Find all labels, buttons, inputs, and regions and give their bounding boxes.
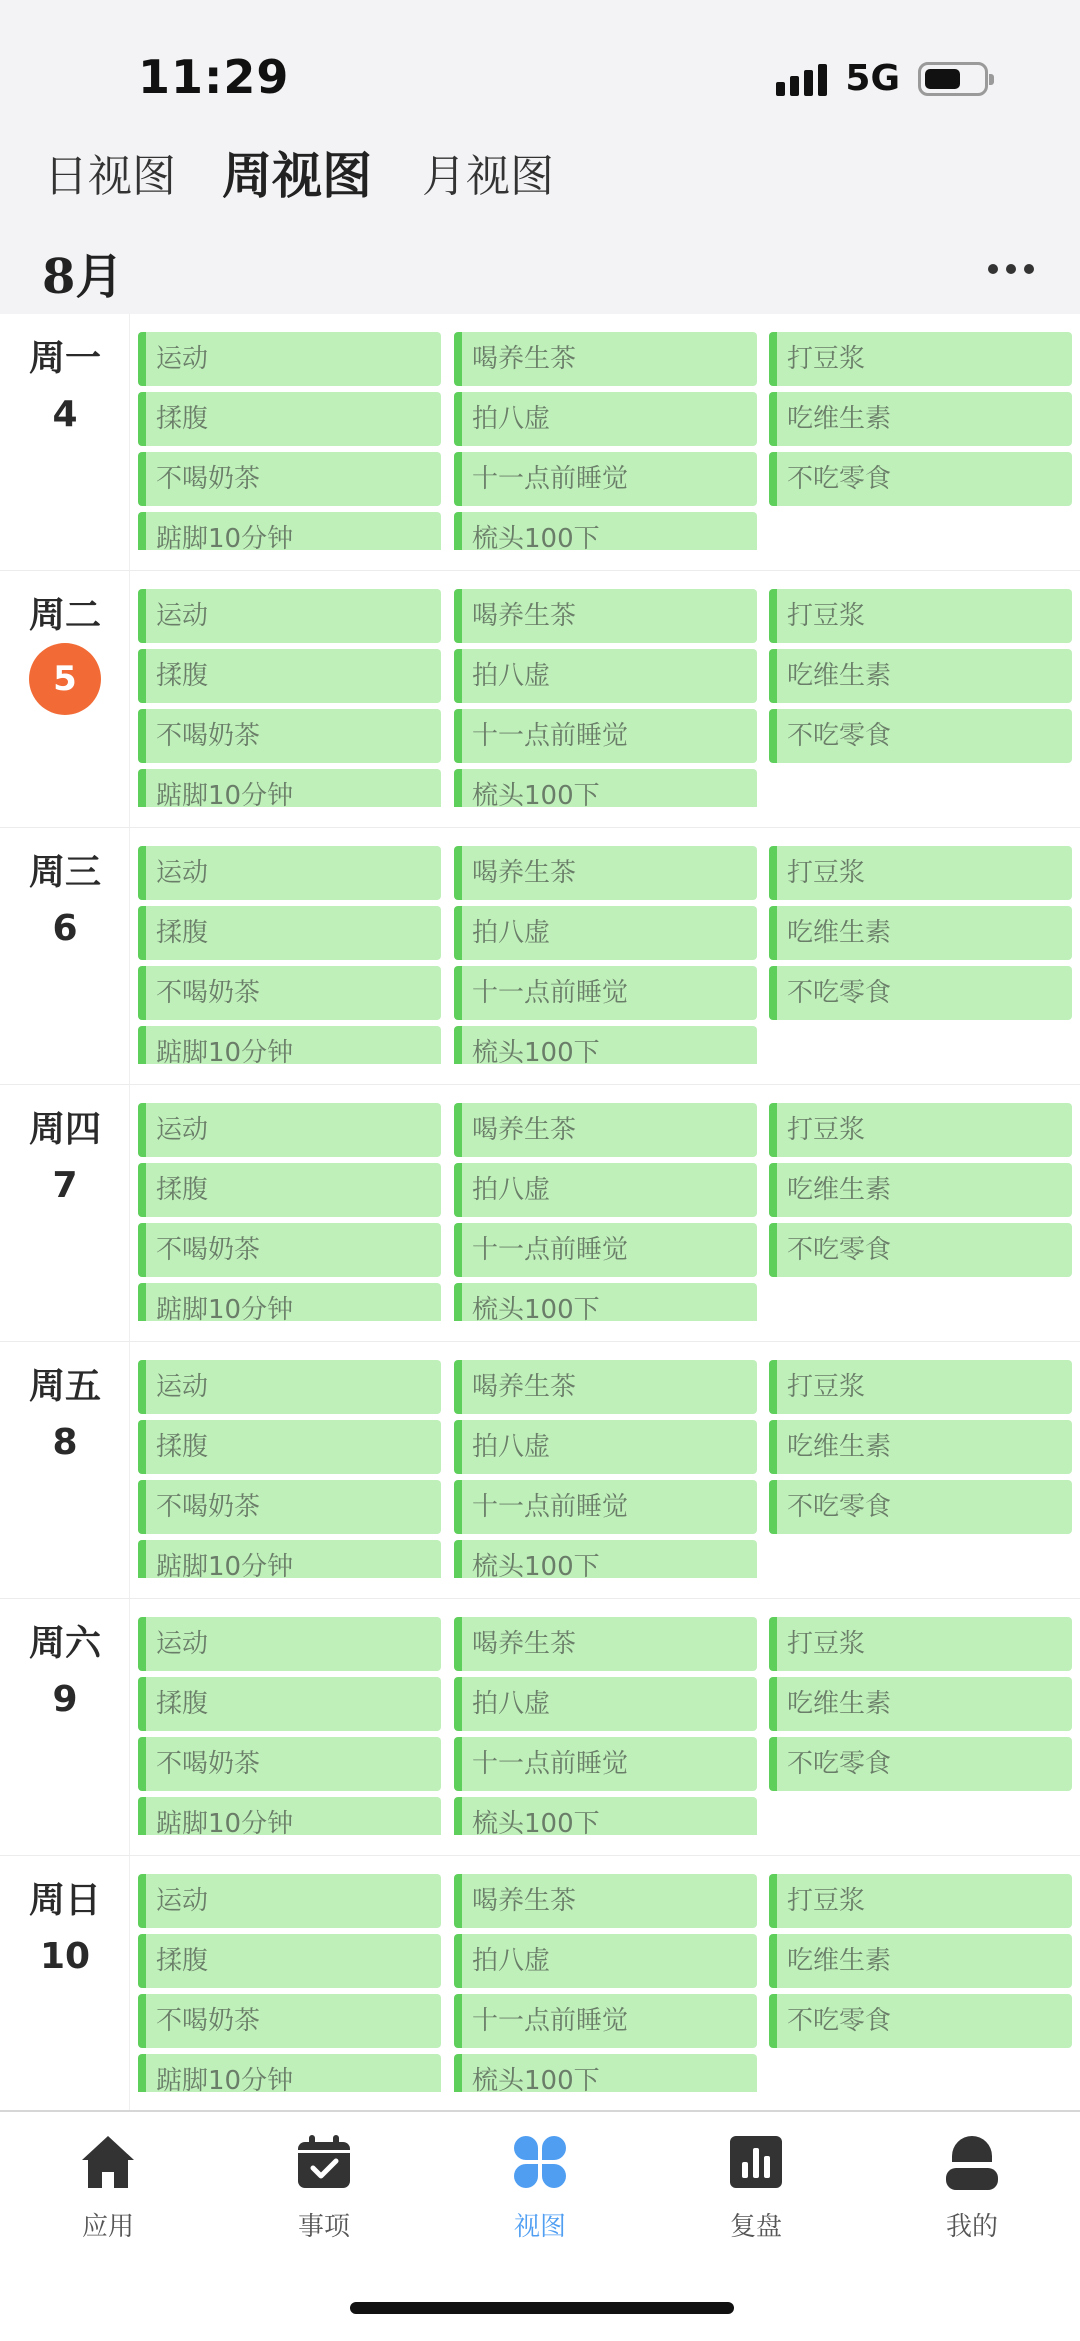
network-type: 5G — [845, 58, 900, 99]
task-item[interactable]: 不喝奶茶 — [138, 709, 441, 763]
task-item[interactable]: 吃维生素 — [769, 392, 1072, 446]
task-item[interactable]: 梳头100下 — [454, 2054, 757, 2092]
day-row — [0, 1342, 1080, 1599]
view-tabs — [0, 130, 1080, 230]
day-row — [0, 1085, 1080, 1342]
tab-review[interactable] — [686, 2132, 826, 2243]
day-row — [0, 828, 1080, 1085]
task-item[interactable]: 揉腹 — [138, 1420, 441, 1474]
day-header[interactable] — [0, 1085, 130, 1341]
task-item[interactable]: 拍八虚 — [454, 649, 757, 703]
task-item[interactable]: 拍八虚 — [454, 1420, 757, 1474]
signal-icon — [776, 62, 827, 96]
task-item[interactable]: 十一点前睡觉 — [454, 452, 757, 506]
task-item[interactable]: 梳头100下 — [454, 1797, 757, 1835]
day-name: 周三 — [28, 852, 101, 893]
status-time: 11:29 — [138, 50, 290, 104]
bar-chart-icon — [726, 2132, 786, 2192]
task-item[interactable]: 运动 — [138, 1360, 441, 1414]
task-item[interactable]: 不吃零食 — [769, 452, 1072, 506]
task-item[interactable]: 踮脚10分钟 — [138, 1540, 441, 1578]
task-item[interactable]: 不吃零食 — [769, 1480, 1072, 1534]
tab-apps-label: 应用 — [81, 2212, 134, 2242]
task-item[interactable]: 不喝奶茶 — [138, 1737, 441, 1791]
task-item[interactable]: 梳头100下 — [454, 1540, 757, 1578]
task-item[interactable]: 不吃零食 — [769, 1994, 1072, 2048]
task-item[interactable]: 吃维生素 — [769, 649, 1072, 703]
tab-view[interactable] — [470, 2132, 610, 2243]
battery-fill — [925, 69, 960, 89]
day-row — [0, 1599, 1080, 1856]
task-item[interactable]: 揉腹 — [138, 1677, 441, 1731]
day-name: 周一 — [28, 338, 101, 379]
tab-review-label: 复盘 — [729, 2212, 782, 2242]
task-item[interactable]: 不喝奶茶 — [138, 966, 441, 1020]
status-indicators — [776, 58, 988, 99]
task-item[interactable]: 不吃零食 — [769, 709, 1072, 763]
task-item[interactable]: 十一点前睡觉 — [454, 966, 757, 1020]
task-item[interactable]: 十一点前睡觉 — [454, 1223, 757, 1277]
task-item[interactable]: 喝养生茶 — [454, 846, 757, 900]
task-item[interactable]: 梳头100下 — [454, 1026, 757, 1064]
home-indicator — [350, 2302, 734, 2314]
task-item[interactable]: 揉腹 — [138, 649, 441, 703]
tab-items-label: 事项 — [297, 2212, 350, 2242]
day-date: 8 — [52, 1422, 78, 1463]
user-icon — [942, 2132, 1002, 2192]
day-name: 周日 — [28, 1880, 101, 1921]
task-item[interactable]: 喝养生茶 — [454, 1360, 757, 1414]
task-item[interactable]: 运动 — [138, 332, 441, 386]
day-header[interactable] — [0, 1599, 130, 1855]
task-item[interactable]: 梳头100下 — [454, 769, 757, 807]
task-item[interactable]: 打豆浆 — [769, 1103, 1072, 1157]
task-item[interactable]: 揉腹 — [138, 392, 441, 446]
task-item[interactable]: 不吃零食 — [769, 1223, 1072, 1277]
day-date: 10 — [39, 1936, 91, 1977]
tab-me-label: 我的 — [945, 2212, 998, 2242]
tab-view-label: 视图 — [513, 2212, 566, 2242]
day-date: 7 — [52, 1165, 78, 1206]
task-item[interactable]: 运动 — [138, 1617, 441, 1671]
task-item[interactable]: 不喝奶茶 — [138, 452, 441, 506]
view-grid-icon — [510, 2132, 570, 2192]
day-row — [0, 571, 1080, 828]
task-item[interactable]: 运动 — [138, 846, 441, 900]
day-header[interactable] — [0, 571, 130, 827]
task-item[interactable]: 运动 — [138, 1874, 441, 1928]
task-item[interactable]: 拍八虚 — [454, 392, 757, 446]
day-header[interactable] — [0, 828, 130, 1084]
task-item[interactable]: 揉腹 — [138, 906, 441, 960]
day-date: 4 — [52, 394, 78, 435]
day-name: 周四 — [28, 1109, 101, 1150]
task-item[interactable]: 不吃零食 — [769, 966, 1072, 1020]
task-item[interactable]: 十一点前睡觉 — [454, 1480, 757, 1534]
task-item[interactable]: 不喝奶茶 — [138, 1480, 441, 1534]
task-item[interactable]: 吃维生素 — [769, 1420, 1072, 1474]
day-date: 6 — [52, 908, 78, 949]
day-name: 周六 — [28, 1623, 101, 1664]
task-item[interactable]: 打豆浆 — [769, 589, 1072, 643]
task-item[interactable]: 喝养生茶 — [454, 1874, 757, 1928]
tab-apps[interactable] — [38, 2132, 178, 2243]
more-icon[interactable] — [988, 264, 1034, 274]
task-item[interactable]: 踮脚10分钟 — [138, 769, 441, 807]
home-icon — [78, 2132, 138, 2192]
task-item[interactable]: 吃维生素 — [769, 906, 1072, 960]
tab-items[interactable] — [254, 2132, 394, 2243]
task-item[interactable]: 拍八虚 — [454, 1677, 757, 1731]
day-header[interactable] — [0, 1856, 130, 2112]
task-item[interactable]: 不喝奶茶 — [138, 1223, 441, 1277]
task-item[interactable]: 梳头100下 — [454, 1283, 757, 1321]
task-item[interactable]: 拍八虚 — [454, 1934, 757, 1988]
tab-week-view[interactable]: 周视图 — [222, 147, 372, 205]
tab-month-view[interactable]: 月视图 — [422, 151, 554, 202]
task-item[interactable]: 拍八虚 — [454, 1163, 757, 1217]
task-item[interactable]: 十一点前睡觉 — [454, 1737, 757, 1791]
day-name: 周二 — [28, 595, 101, 636]
task-item[interactable]: 运动 — [138, 1103, 441, 1157]
day-date: 9 — [52, 1679, 78, 1720]
task-item[interactable]: 不喝奶茶 — [138, 1994, 441, 2048]
day-header[interactable] — [0, 1342, 130, 1598]
task-item[interactable]: 十一点前睡觉 — [454, 1994, 757, 2048]
task-item[interactable]: 喝养生茶 — [454, 332, 757, 386]
task-item[interactable]: 喝养生茶 — [454, 1617, 757, 1671]
today-date-badge: 5 — [29, 643, 101, 715]
tab-day-view[interactable]: 日视图 — [44, 151, 176, 202]
task-item[interactable]: 踮脚10分钟 — [138, 1797, 441, 1835]
task-item[interactable]: 揉腹 — [138, 1934, 441, 1988]
task-item[interactable]: 打豆浆 — [769, 1617, 1072, 1671]
day-row — [0, 314, 1080, 571]
task-item[interactable]: 喝养生茶 — [454, 589, 757, 643]
task-item[interactable]: 不吃零食 — [769, 1737, 1072, 1791]
task-item[interactable]: 吃维生素 — [769, 1677, 1072, 1731]
task-item[interactable]: 打豆浆 — [769, 1360, 1072, 1414]
calendar-check-icon — [294, 2132, 354, 2192]
task-item[interactable]: 踮脚10分钟 — [138, 1026, 441, 1064]
task-item[interactable]: 打豆浆 — [769, 332, 1072, 386]
task-item[interactable]: 吃维生素 — [769, 1163, 1072, 1217]
task-item[interactable]: 拍八虚 — [454, 906, 757, 960]
status-bar — [0, 0, 1080, 130]
month-label[interactable]: 8月 — [42, 249, 124, 305]
task-item[interactable]: 运动 — [138, 589, 441, 643]
task-item[interactable]: 喝养生茶 — [454, 1103, 757, 1157]
day-name: 周五 — [28, 1366, 101, 1407]
task-item[interactable]: 梳头100下 — [454, 512, 757, 550]
battery-icon — [918, 62, 988, 96]
task-item[interactable]: 十一点前睡觉 — [454, 709, 757, 763]
day-row — [0, 1856, 1080, 2113]
task-item[interactable]: 踮脚10分钟 — [138, 2054, 441, 2092]
task-item[interactable]: 揉腹 — [138, 1163, 441, 1217]
month-bar — [0, 230, 1080, 314]
task-item[interactable]: 打豆浆 — [769, 846, 1072, 900]
task-item[interactable]: 踮脚10分钟 — [138, 1283, 441, 1321]
day-header[interactable] — [0, 314, 130, 570]
task-item[interactable]: 吃维生素 — [769, 1934, 1072, 1988]
task-item[interactable]: 打豆浆 — [769, 1874, 1072, 1928]
tab-me[interactable] — [902, 2132, 1042, 2243]
task-item[interactable]: 踮脚10分钟 — [138, 512, 441, 550]
